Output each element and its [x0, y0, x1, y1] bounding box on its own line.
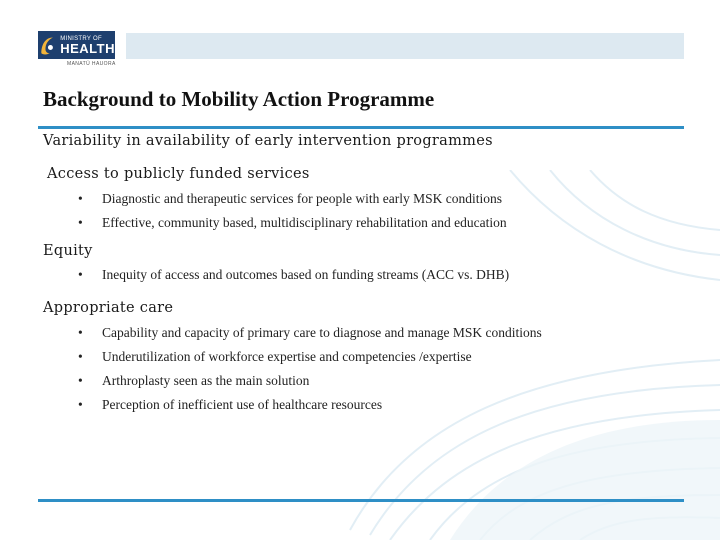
- logo-subtitle: MANATŪ HAUORA: [67, 61, 116, 67]
- section-heading-equity: Equity: [43, 243, 93, 259]
- bullet-item: • Diagnostic and therapeutic services for people with early MSK conditions: [78, 191, 503, 206]
- bullet-item: • Effective, community based, multidisciplinary rehabilitation and education: [78, 215, 507, 230]
- ministry-logo: [38, 31, 115, 59]
- title-divider: [38, 126, 684, 129]
- logo-line2: HEALTH: [60, 40, 115, 56]
- slide-title: Background to Mobility Action Programme: [43, 87, 435, 111]
- bullet-item: • Capability and capacity of primary care to diagnose and manage MSK conditions: [78, 325, 542, 340]
- header-bar: [126, 33, 684, 59]
- logo-line1: MINISTRY OF: [60, 35, 102, 42]
- slide-subtitle: Variability in availability of early intervention programmes: [43, 133, 493, 149]
- bullet-item: • Underutilization of workforce expertise and competencies /expertise: [78, 349, 472, 364]
- section-heading-appropriate-care: Appropriate care: [43, 300, 174, 316]
- bullet-item: • Inequity of access and outcomes based on funding streams (ACC vs. DHB): [78, 267, 510, 282]
- koru-logo-icon: [38, 31, 56, 59]
- bullet-item: • Perception of inefficient use of healthcare resources: [78, 397, 383, 412]
- bullet-item: • Arthroplasty seen as the main solution: [78, 373, 310, 388]
- section-heading-access: Access to publicly funded services: [47, 166, 310, 182]
- footer-divider: [38, 499, 684, 502]
